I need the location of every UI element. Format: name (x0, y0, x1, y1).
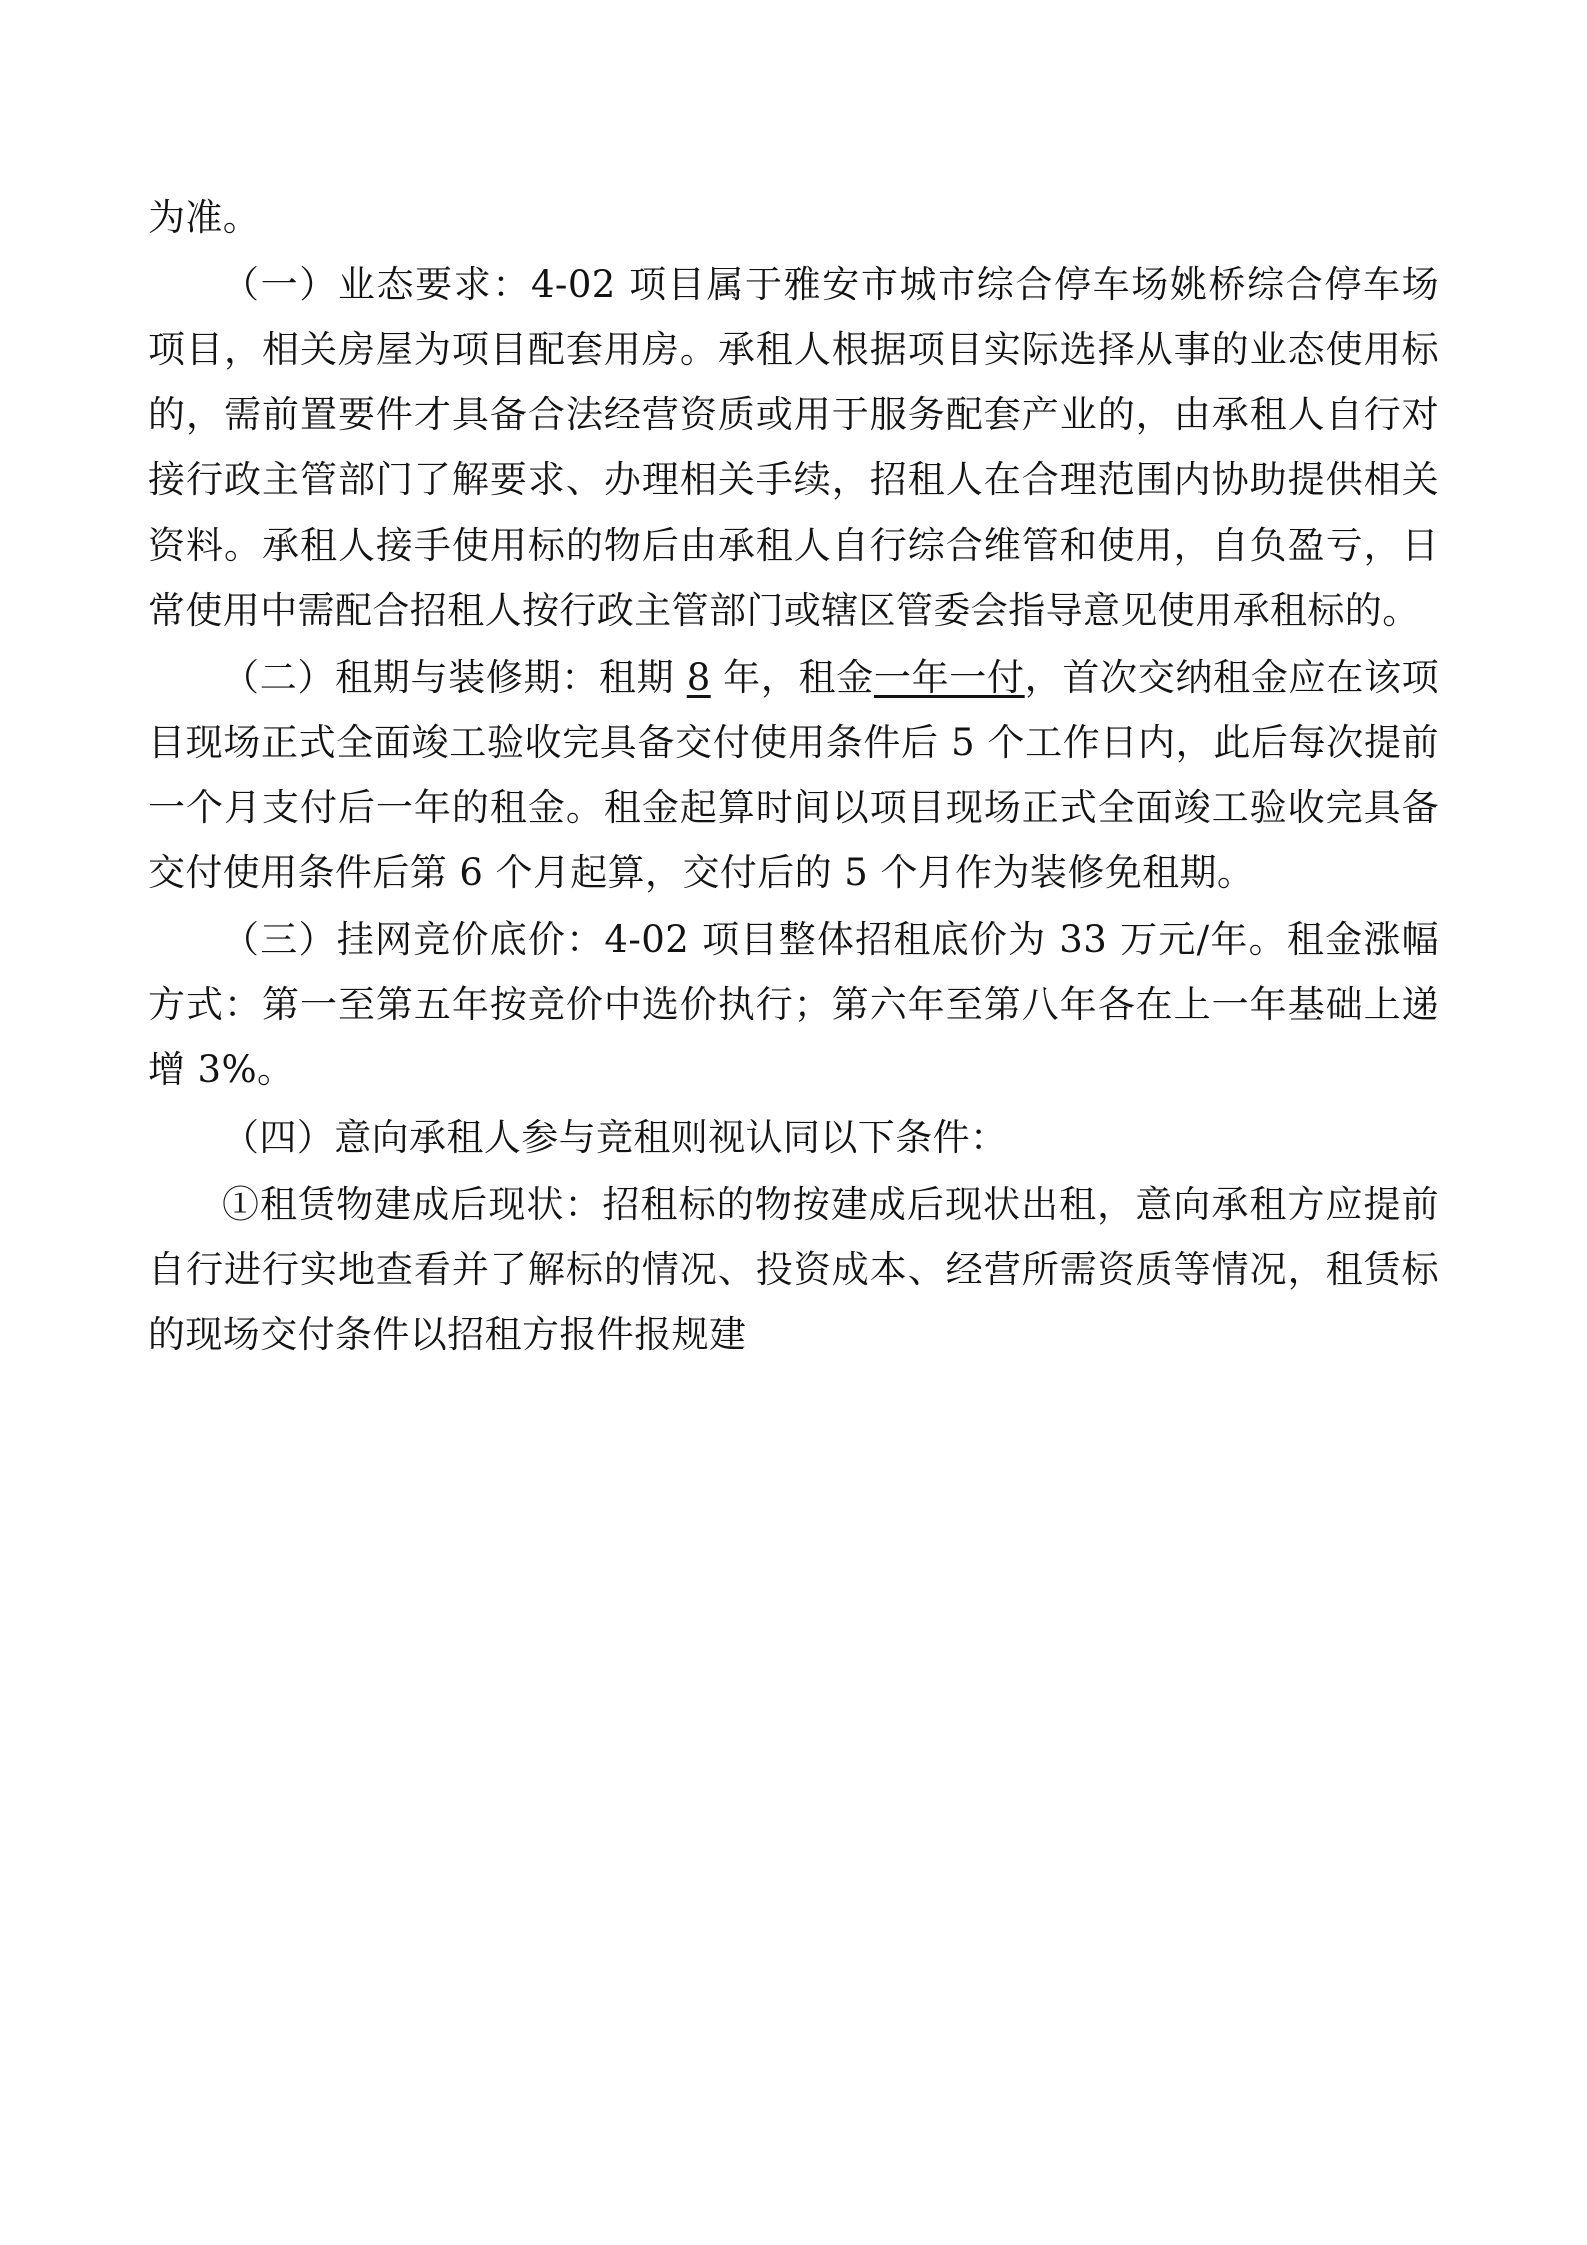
lease-term-years-underlined: 8 (686, 655, 711, 699)
lease-term-text-part-3: ，首次交纳租金应在该项目现场正式全面竣工验收完具备交付使用条件后 5 个工作日内，此后每次提前一个月支付后一年的租金。租金起算时间以项目现场正式全面竣工验收完具备交付使用条件后第 6 个月起算，交付后的 5 个月作为装修免租期。 (148, 655, 1439, 895)
paragraph-continuation: 为准。 (148, 196, 261, 239)
rent-payment-frequency-underlined: 一年一付 (873, 655, 1025, 699)
paragraph-section-bidding-floor-price: （三）挂网竞价底价：4-02 项目整体招租底价为 33 万元/年。租金涨幅方式：第一至第五年按竞价中选价执行；第六年至第八年各在上一年基础上递增 3%。 (148, 918, 1439, 1092)
paragraph-section-lease-term (148, 645, 1439, 905)
lease-term-text-part-2: 年，租金 (710, 655, 874, 699)
paragraph-section-business-requirements: （一）业态要求：4-02 项目属于雅安市城市综合停车场姚桥综合停车场项目，相关房屋为项目配套用房。承租人根据项目实际选择从事的业态使用标的，需前置要件才具备合法经营资质或用于服务配套产业的，由承租人自行对接行政主管部门了解要求、办理相关手续，招租人在合理范围内协助提供相关资料。承租人接手使用标的物后由承租人自行综合维管和使用，自负盈亏，日常使用中需配合招租人按行政主管部门或辖区管委会指导意见使用承租标的。 (148, 263, 1439, 632)
document-body (148, 185, 1439, 1367)
lease-term-text-part-1: （二）租期与装修期：租期 (222, 655, 687, 699)
paragraph-section-conditions-intro: （四）意向承租人参与竞租则视认同以下条件： (222, 1115, 1008, 1159)
paragraph-item-current-condition: ①租赁物建成后现状：招租标的物按建成后现状出租，意向承租方应提前自行进行实地查看并了解标的情况、投资成本、经营所需资质等情况，租赁标的现场交付条件以招租方报件报规建 (148, 1182, 1439, 1356)
